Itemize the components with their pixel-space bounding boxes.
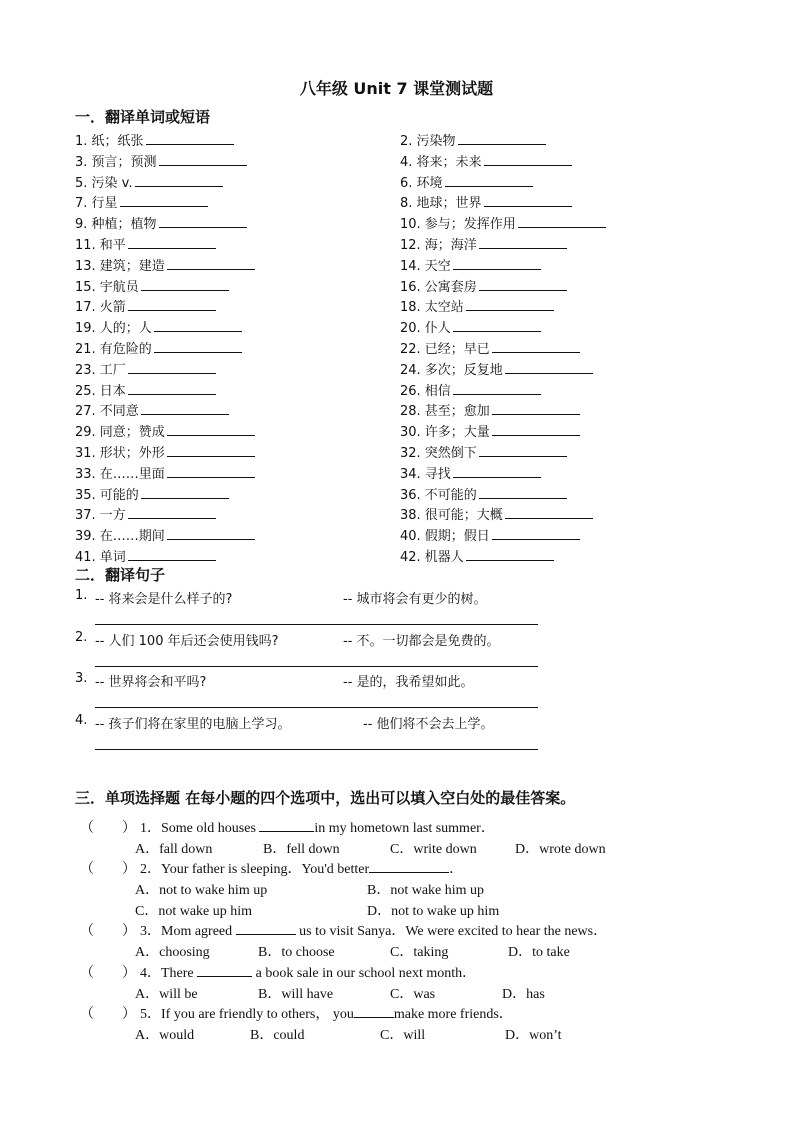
question-text-after: make more friends．	[393, 1007, 513, 1022]
answer-blank[interactable]	[453, 465, 541, 478]
question-text-before: There	[161, 966, 198, 981]
vocab-label: 6. 环境	[400, 175, 443, 191]
vocab-item	[75, 380, 216, 399]
answer-blank[interactable]	[128, 548, 216, 561]
option-c: C．will	[380, 1028, 426, 1043]
question-text-after: us to visit Sanya．We were excited to hear the news．	[295, 924, 608, 939]
question-text-before: Mom agreed	[161, 924, 236, 939]
vocab-item	[400, 296, 554, 315]
sentence-question: -- 世界将会和平吗?	[95, 675, 207, 690]
answer-blank[interactable]	[484, 194, 572, 207]
answer-blank[interactable]	[146, 132, 234, 145]
answer-blank[interactable]	[128, 361, 216, 374]
vocab-label: 37. 一方	[75, 508, 126, 524]
vocab-label: 4. 将来；未来	[400, 154, 482, 170]
question-text-after: in my hometown last summer．	[314, 821, 495, 836]
vocab-item	[75, 255, 255, 274]
sentence-number: 1.	[75, 588, 88, 603]
answer-blank[interactable]	[479, 236, 567, 249]
vocab-item	[75, 213, 247, 232]
answer-blank[interactable]	[154, 340, 242, 353]
vocab-label: 20. 仆人	[400, 321, 451, 337]
vocab-item	[75, 442, 255, 461]
sentence-number: 2.	[75, 629, 88, 645]
answer-parenthesis[interactable]: （ ）	[80, 924, 136, 939]
option-c: C．taking	[390, 945, 449, 960]
answer-blank[interactable]	[479, 278, 567, 291]
vocab-label: 21. 有危险的	[75, 342, 152, 357]
vocab-label: 41. 单词	[75, 550, 126, 565]
answer-blank[interactable]	[167, 444, 255, 457]
question-text-after: ．	[449, 862, 464, 877]
translation-answer-line[interactable]	[95, 666, 538, 667]
option-a: A．not to wake him up	[135, 883, 268, 898]
vocab-label: 11. 和平	[75, 238, 126, 253]
option-b: B．will have	[258, 987, 334, 1002]
vocab-label: 16. 公寓套房	[400, 279, 477, 295]
vocab-item	[400, 338, 580, 357]
answer-parenthesis[interactable]: （ ）	[80, 862, 136, 877]
answer-blank[interactable]	[167, 527, 255, 540]
vocab-item	[400, 380, 541, 399]
mc-question	[80, 962, 476, 982]
vocab-item	[75, 130, 234, 149]
answer-blank[interactable]	[141, 278, 229, 291]
question-number: 5．	[140, 1007, 161, 1022]
vocab-item	[400, 276, 567, 295]
vocab-label: 30. 许多；大量	[400, 425, 490, 441]
option-b: B．could	[250, 1028, 305, 1043]
vocab-item	[75, 338, 242, 357]
mc-question	[80, 1003, 513, 1023]
mc-question	[80, 817, 495, 837]
vocab-label: 33. 在……里面	[75, 466, 165, 482]
question-text-before: Your father is sleeping．You'd better	[161, 862, 370, 877]
vocab-label: 22. 已经；早已	[400, 342, 490, 357]
vocab-label: 13. 建筑；建造	[75, 258, 165, 274]
option-d: D．to take	[508, 945, 570, 960]
answer-blank[interactable]	[128, 382, 216, 395]
option-d: D．has	[502, 987, 545, 1002]
answer-blank[interactable]	[453, 257, 541, 270]
answer-blank[interactable]	[492, 527, 580, 540]
answer-blank[interactable]	[167, 465, 255, 478]
vocab-label: 18. 太空站	[400, 300, 464, 316]
vocab-item	[75, 234, 216, 253]
vocab-label: 2. 污染物	[400, 134, 456, 149]
vocab-item	[400, 484, 567, 503]
vocab-item	[400, 400, 580, 419]
vocab-item	[400, 255, 541, 274]
answer-blank[interactable]	[505, 361, 593, 374]
vocab-item	[400, 359, 593, 378]
answer-blank[interactable]	[466, 298, 554, 311]
vocab-item	[75, 400, 229, 419]
question-blank	[259, 819, 314, 832]
vocab-label: 25. 日本	[75, 383, 126, 399]
answer-blank[interactable]	[458, 132, 546, 145]
question-text-before: If you are friendly to others， you	[161, 1007, 354, 1022]
option-c: C．write down	[390, 842, 477, 857]
question-blank	[197, 964, 252, 977]
vocab-label: 19. 人的；人	[75, 321, 152, 337]
sentence-answer: -- 他们将不会去上学。	[363, 716, 494, 732]
vocab-item	[75, 525, 255, 544]
question-number: 2．	[140, 862, 161, 877]
question-blank	[369, 860, 449, 873]
vocab-item	[75, 463, 255, 482]
answer-blank[interactable]	[505, 506, 593, 519]
vocab-item	[400, 463, 541, 482]
answer-blank[interactable]	[128, 236, 216, 249]
question-text-before: Some old houses	[161, 821, 260, 836]
sentence-answer: -- 城市将会有更少的树。	[343, 592, 487, 607]
vocab-item	[400, 442, 567, 461]
vocab-label: 14. 天空	[400, 258, 451, 274]
question-blank	[354, 1005, 394, 1018]
option-b: B．to choose	[258, 945, 335, 960]
vocab-label: 3. 预言；预测	[75, 154, 157, 170]
vocab-item	[400, 172, 533, 191]
vocab-item	[400, 151, 572, 170]
answer-blank[interactable]	[135, 174, 223, 187]
vocab-label: 35. 可能的	[75, 487, 139, 503]
sentence-answer: -- 不。一切都会是免费的。	[343, 633, 500, 649]
vocab-item	[400, 421, 580, 440]
vocab-item	[400, 504, 593, 523]
vocab-label: 28. 甚至；愈加	[400, 404, 490, 420]
answer-parenthesis[interactable]: （ ）	[80, 821, 136, 836]
option-a: A．would	[135, 1028, 195, 1043]
vocab-label: 7. 行星	[75, 196, 118, 212]
vocab-item	[400, 546, 554, 565]
vocab-label: 10. 参与；发挥作用	[400, 217, 516, 233]
answer-blank[interactable]	[453, 319, 541, 332]
sentence-question: -- 人们 100 年后还会使用钱吗?	[95, 633, 279, 649]
vocab-label: 38. 很可能；大概	[400, 508, 503, 524]
vocab-label: 36. 不可能的	[400, 487, 477, 503]
sentence-answer: -- 是的，我希望如此。	[343, 675, 474, 690]
answer-blank[interactable]	[492, 423, 580, 436]
answer-blank[interactable]	[141, 486, 229, 499]
answer-blank[interactable]	[445, 174, 533, 187]
vocab-label: 27. 不同意	[75, 404, 139, 420]
answer-blank[interactable]	[154, 319, 242, 332]
option-a: A．choosing	[135, 945, 210, 960]
vocab-item	[400, 213, 606, 232]
vocab-label: 32. 突然倒下	[400, 446, 477, 461]
vocab-label: 12. 海；海洋	[400, 238, 477, 253]
vocab-label: 17. 火箭	[75, 300, 126, 316]
vocab-label: 5. 污染 v.	[75, 175, 133, 191]
vocab-item	[75, 359, 216, 378]
answer-blank[interactable]	[492, 340, 580, 353]
vocab-item	[400, 192, 572, 211]
answer-blank[interactable]	[167, 257, 255, 270]
section-2-heading: 二．翻译句子	[75, 566, 166, 584]
translation-answer-line[interactable]	[95, 707, 538, 708]
question-number: 4．	[140, 966, 161, 981]
option-a: A．will be	[135, 987, 198, 1002]
vocab-item	[75, 484, 229, 503]
section-1-heading: 一．翻译单词或短语	[75, 108, 211, 126]
vocab-label: 39. 在……期间	[75, 529, 165, 545]
mc-question	[80, 920, 607, 940]
vocab-label: 40. 假期；假日	[400, 529, 490, 545]
vocab-label: 9. 种植；植物	[75, 217, 157, 233]
page-title: 八年级 Unit 7 课堂测试题	[299, 79, 494, 98]
vocab-label: 1. 纸；纸张	[75, 134, 144, 149]
translation-answer-line[interactable]	[95, 624, 538, 625]
option-d: D．won’t	[505, 1028, 562, 1043]
sentence-number: 4.	[75, 712, 88, 728]
answer-blank[interactable]	[492, 402, 580, 415]
vocab-item	[75, 192, 208, 211]
sentence-question: -- 将来会是什么样子的?	[95, 592, 233, 607]
option-d: D．not to wake up him	[367, 904, 500, 919]
answer-blank[interactable]	[120, 194, 208, 207]
sentence-question: -- 孩子们将在家里的电脑上学习。	[95, 716, 291, 732]
vocab-item	[400, 234, 567, 253]
vocab-label: 34. 寻找	[400, 466, 451, 482]
answer-blank[interactable]	[167, 423, 255, 436]
option-d: D．wrote down	[515, 842, 606, 857]
question-blank	[236, 922, 296, 935]
vocab-item	[75, 546, 216, 565]
vocab-item	[75, 317, 242, 336]
vocab-item	[75, 421, 255, 440]
option-b: B．not wake him up	[367, 883, 485, 898]
vocab-item	[75, 151, 247, 170]
answer-blank[interactable]	[479, 486, 567, 499]
vocab-item	[75, 172, 223, 191]
option-c: C．not wake up him	[135, 904, 253, 919]
section-3-heading: 三．单项选择题 在每小题的四个选项中，选出可以填入空白处的最佳答案。	[75, 789, 576, 807]
vocab-label: 15. 宇航员	[75, 279, 139, 295]
answer-blank[interactable]	[128, 298, 216, 311]
translation-answer-line[interactable]	[95, 749, 538, 750]
vocab-label: 8. 地球；世界	[400, 196, 482, 212]
vocab-label: 31. 形状；外形	[75, 446, 165, 461]
option-b: B．fell down	[263, 842, 340, 857]
vocab-item	[75, 276, 229, 295]
sentence-number: 3.	[75, 671, 88, 686]
mc-question	[80, 858, 463, 878]
answer-blank[interactable]	[128, 506, 216, 519]
answer-parenthesis[interactable]: （ ）	[80, 966, 136, 981]
question-text-after: a book sale in our school next month．	[252, 966, 477, 981]
answer-blank[interactable]	[159, 153, 247, 166]
answer-blank[interactable]	[141, 402, 229, 415]
vocab-label: 23. 工厂	[75, 362, 126, 378]
option-c: C．was	[390, 987, 436, 1002]
vocab-label: 24. 多次；反复地	[400, 362, 503, 378]
option-a: A．fall down	[135, 842, 213, 857]
vocab-item	[400, 317, 541, 336]
vocab-label: 42. 机器人	[400, 550, 464, 565]
question-number: 1．	[140, 821, 161, 836]
vocab-label: 26. 相信	[400, 383, 451, 399]
vocab-item	[75, 504, 216, 523]
answer-blank[interactable]	[159, 215, 247, 228]
answer-blank[interactable]	[518, 215, 606, 228]
answer-blank[interactable]	[453, 382, 541, 395]
vocab-label: 29. 同意；赞成	[75, 425, 165, 441]
question-number: 3．	[140, 924, 161, 939]
vocab-item	[400, 525, 580, 544]
answer-blank[interactable]	[484, 153, 572, 166]
vocab-item	[400, 130, 546, 149]
answer-blank[interactable]	[479, 444, 567, 457]
answer-blank[interactable]	[466, 548, 554, 561]
answer-parenthesis[interactable]: （ ）	[80, 1007, 136, 1022]
vocab-item	[75, 296, 216, 315]
